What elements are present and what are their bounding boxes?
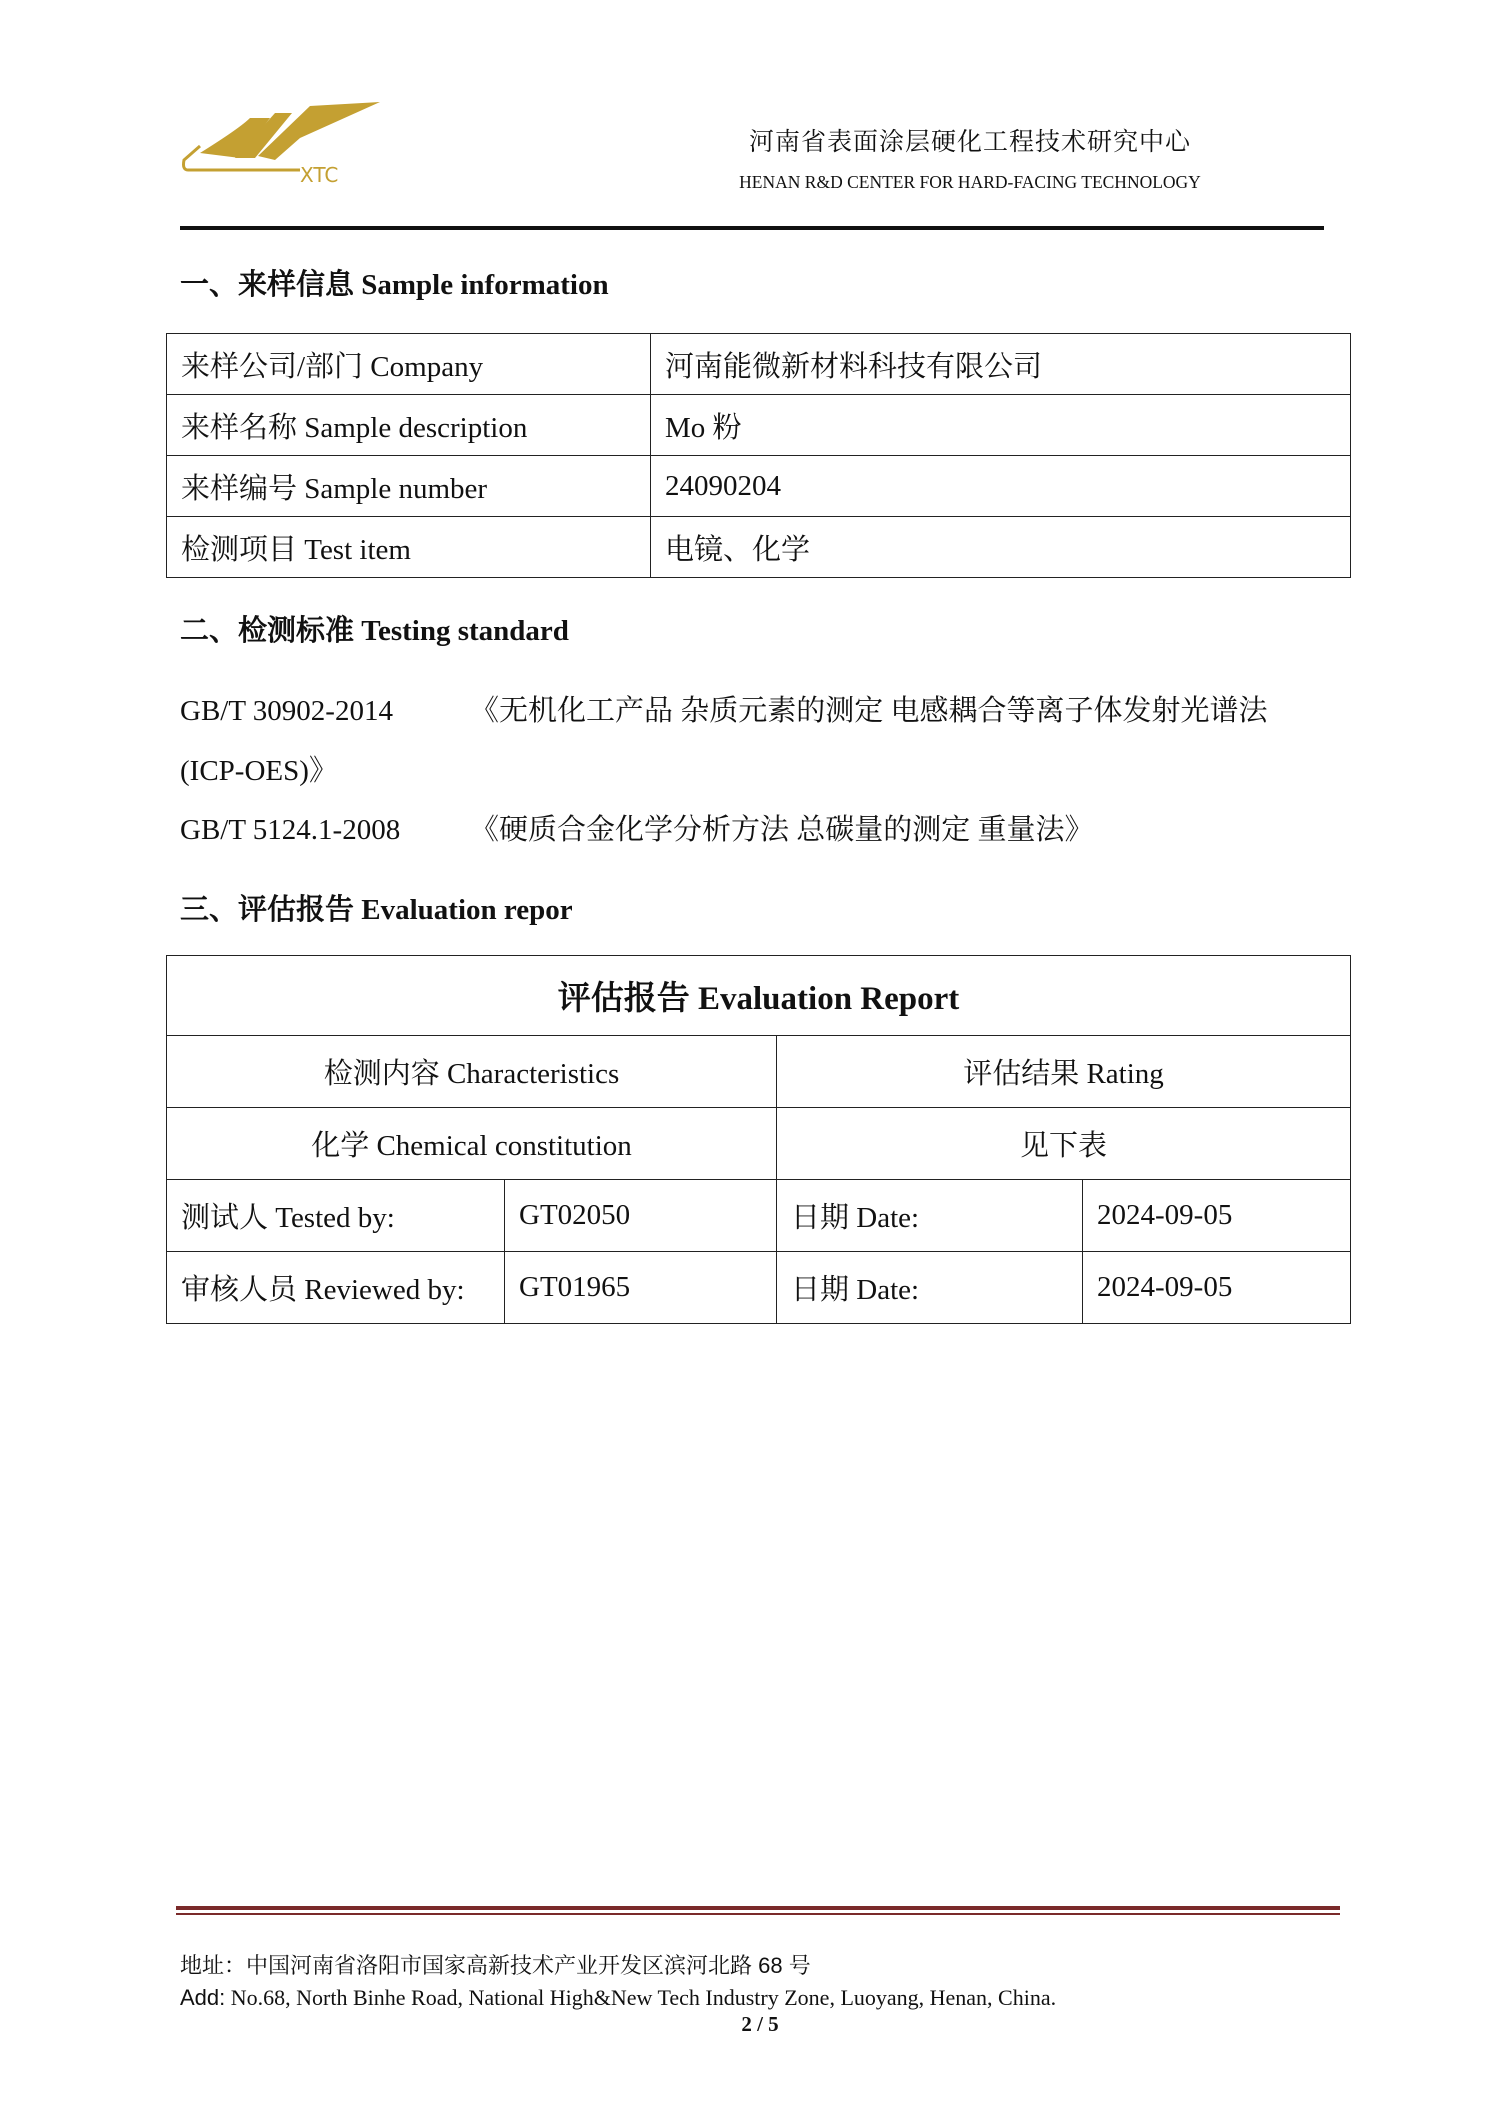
address-label: 地址： <box>180 1953 247 1978</box>
table-row <box>167 456 1351 517</box>
standard-name: 《无机化工产品 杂质元素的测定 电感耦合等离子体发射光谱法 <box>470 695 1268 727</box>
logo-text: XTC <box>300 163 339 187</box>
evaluation-table <box>166 955 1351 1324</box>
table-row <box>167 1180 1351 1252</box>
section-heading-testing-standard <box>180 608 569 649</box>
section-heading-sample-info <box>180 262 609 303</box>
footer-address-cn <box>180 1949 811 1980</box>
section-number: 一、 <box>180 269 239 301</box>
date-label: 日期 Date: <box>777 1180 1083 1252</box>
table-row <box>167 1252 1351 1324</box>
address-label: Add: <box>180 1985 226 2010</box>
standard-item <box>180 688 1268 729</box>
row-value: Mo 粉 <box>651 395 1351 456</box>
characteristics-header: 检测内容 Characteristics <box>167 1036 777 1108</box>
tested-by-value: GT02050 <box>505 1180 777 1252</box>
section-title: 检测标准 Testing standard <box>238 615 569 647</box>
standard-name: 《硬质合金化学分析方法 总碳量的测定 重量法》 <box>470 814 1094 846</box>
row-value: 24090204 <box>651 456 1351 517</box>
standard-continuation: (ICP-OES)》 <box>180 755 338 787</box>
reviewed-by-label: 审核人员 Reviewed by: <box>167 1252 505 1324</box>
table-row <box>167 334 1351 395</box>
table-row <box>167 1108 1351 1180</box>
rating-header: 评估结果 Rating <box>777 1036 1351 1108</box>
date-label: 日期 Date: <box>777 1252 1083 1324</box>
table-row <box>167 517 1351 578</box>
row-value: 电镜、化学 <box>651 517 1351 578</box>
footer-divider <box>176 1906 1340 1910</box>
section-heading-evaluation <box>180 887 573 928</box>
rating-value: 见下表 <box>777 1108 1351 1180</box>
standard-code: GB/T 30902-2014 <box>180 695 393 727</box>
section-title: 来样信息 Sample information <box>238 269 609 301</box>
footer-divider-thin <box>176 1913 1340 1915</box>
standard-code: GB/T 5124.1-2008 <box>180 814 401 846</box>
sample-info-table <box>166 333 1351 578</box>
row-label: 来样编号 Sample number <box>167 456 651 517</box>
header-divider <box>180 226 1324 230</box>
reviewed-by-value: GT01965 <box>505 1252 777 1324</box>
section-number: 二、 <box>180 615 239 647</box>
address-text: No.68, North Binhe Road, National High&New Tech Industry Zone, Luoyang, Henan, China. <box>225 1985 1057 2010</box>
footer-address-en <box>180 1985 1056 2011</box>
evaluation-table-title: 评估报告 Evaluation Report <box>167 956 1351 1036</box>
org-name-en: HENAN R&D CENTER FOR HARD-FACING TECHNOLOGY <box>739 172 1201 192</box>
tested-by-label: 测试人 Tested by: <box>167 1180 505 1252</box>
characteristic-value: 化学 Chemical constitution <box>167 1108 777 1180</box>
row-label: 检测项目 Test item <box>167 517 651 578</box>
standard-item <box>180 807 1094 848</box>
org-name-cn: 河南省表面涂层硬化工程技术研究中心 <box>748 129 1191 156</box>
table-row <box>167 395 1351 456</box>
table-header-row <box>167 1036 1351 1108</box>
row-label: 来样公司/部门 Company <box>167 334 651 395</box>
section-title: 评估报告 Evaluation repor <box>238 894 573 926</box>
row-value: 河南能微新材料科技有限公司 <box>651 334 1351 395</box>
page-number: 2 / 5 <box>741 2012 779 2036</box>
company-logo <box>180 98 380 190</box>
address-text: 中国河南省洛阳市国家高新技术产业开发区滨河北路 68 号 <box>246 1953 811 1978</box>
section-number: 三、 <box>180 894 239 926</box>
date-value: 2024-09-05 <box>1083 1180 1351 1252</box>
row-label: 来样名称 Sample description <box>167 395 651 456</box>
date-value: 2024-09-05 <box>1083 1252 1351 1324</box>
